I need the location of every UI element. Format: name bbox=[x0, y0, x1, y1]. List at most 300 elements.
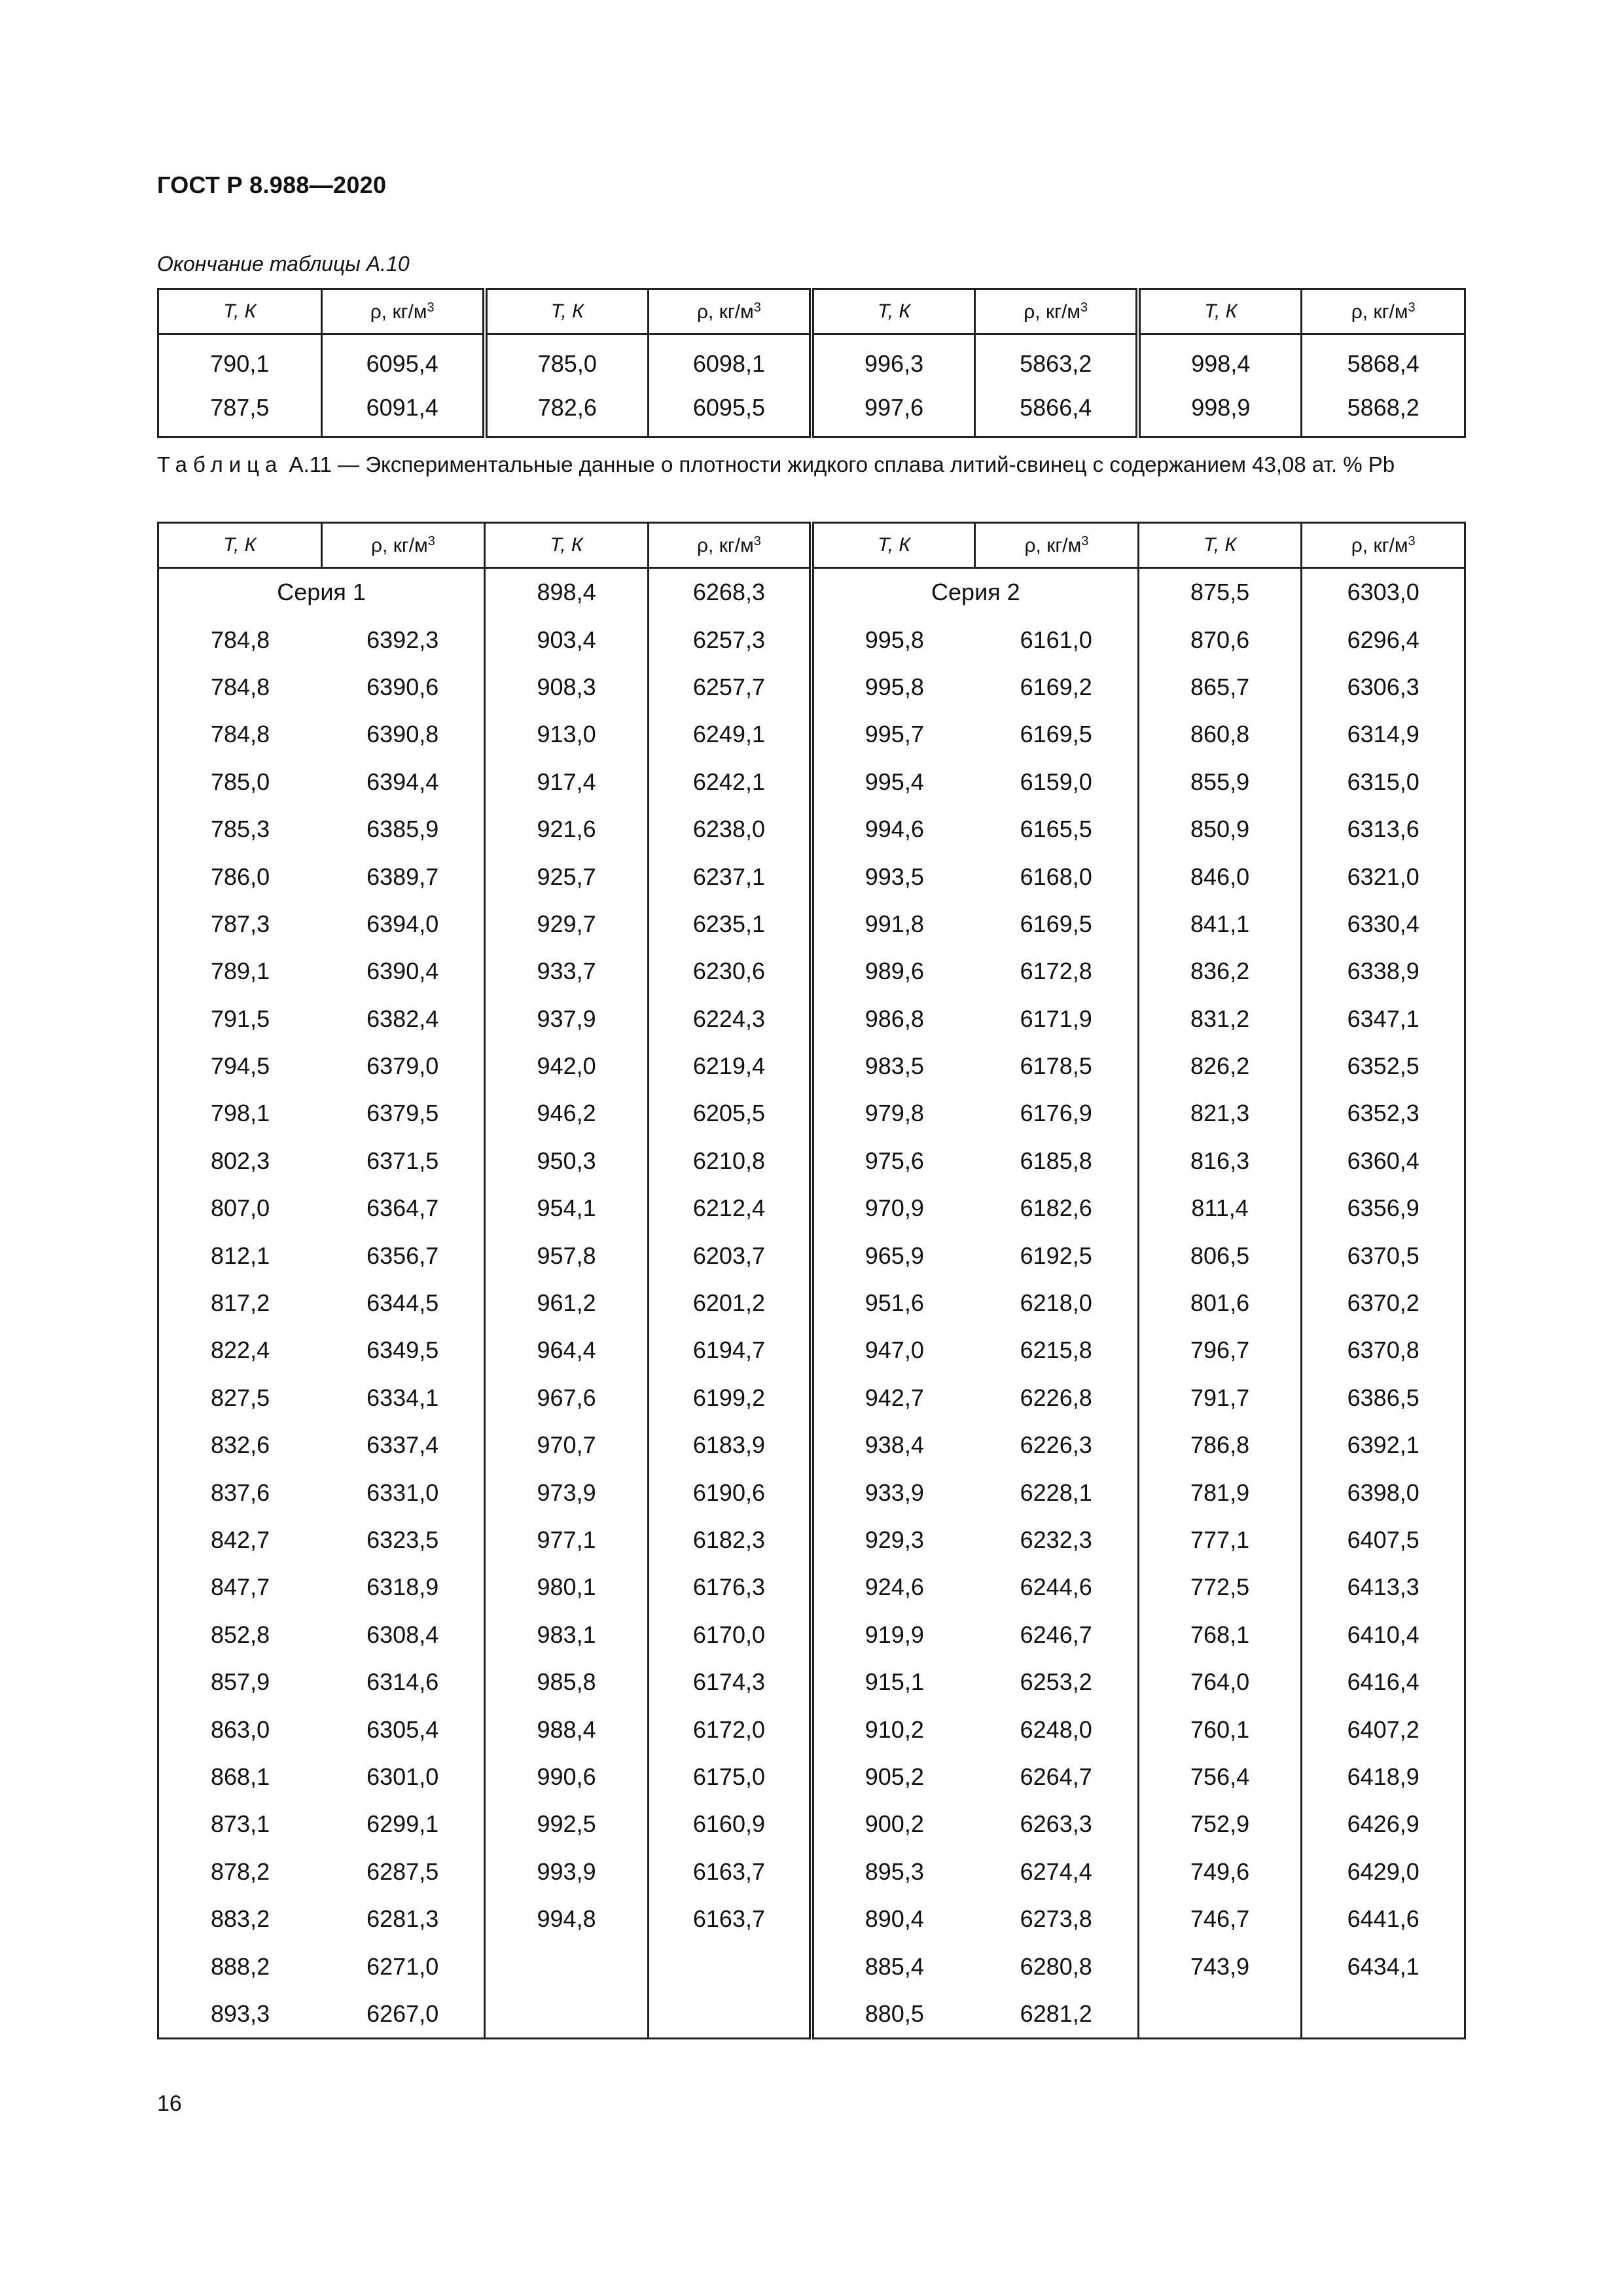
temperature-cell: 888,2 bbox=[158, 1943, 322, 1990]
table-header-row bbox=[158, 523, 1465, 568]
col-header-temperature: Т, К bbox=[158, 523, 322, 568]
temperature-cell: 989,6 bbox=[812, 948, 975, 995]
density-cell: 6441,6 bbox=[1302, 1895, 1465, 1943]
density-cell: 6169,5 bbox=[975, 711, 1139, 758]
empty-cell bbox=[485, 1943, 649, 1990]
temperature-cell: 841,1 bbox=[1138, 901, 1302, 948]
density-cell: 6330,4 bbox=[1302, 901, 1465, 948]
col-header-density: ρ, $кг/м^3$ bbox=[648, 289, 812, 334]
temperature-cell: 816,3 bbox=[1138, 1138, 1302, 1185]
density-cell: 6306,3 bbox=[1302, 664, 1465, 711]
temperature-cell: 850,9 bbox=[1138, 806, 1302, 853]
series-label: Серия 1 bbox=[158, 568, 485, 617]
temperature-cell: 785,0 bbox=[485, 334, 649, 386]
density-cell: 6182,6 bbox=[975, 1185, 1139, 1232]
density-cell: 6370,2 bbox=[1302, 1280, 1465, 1327]
temperature-cell: 942,7 bbox=[812, 1374, 975, 1422]
table-row bbox=[158, 568, 1465, 617]
temperature-cell: 855,9 bbox=[1138, 759, 1302, 806]
density-cell: 6161,0 bbox=[975, 616, 1139, 663]
col-header-temperature: Т, К bbox=[485, 523, 649, 568]
temperature-cell: 970,9 bbox=[812, 1185, 975, 1232]
table-row bbox=[158, 1943, 1465, 1990]
temperature-cell: 895,3 bbox=[812, 1848, 975, 1895]
density-cell: 6182,3 bbox=[648, 1516, 812, 1564]
density-cell: 6273,8 bbox=[975, 1895, 1139, 1943]
density-cell: 6095,4 bbox=[321, 334, 485, 386]
density-cell: 6201,2 bbox=[648, 1280, 812, 1327]
temperature-cell: 983,1 bbox=[485, 1611, 649, 1659]
table-row bbox=[158, 853, 1465, 900]
table-row bbox=[158, 664, 1465, 711]
temperature-cell: 961,2 bbox=[485, 1280, 649, 1327]
density-cell: 6303,0 bbox=[1302, 568, 1465, 617]
table-row bbox=[158, 759, 1465, 806]
density-cell: 6379,0 bbox=[321, 1043, 485, 1090]
density-cell: 6398,0 bbox=[1302, 1469, 1465, 1516]
temperature-cell: 933,9 bbox=[812, 1469, 975, 1516]
density-cell: 6394,0 bbox=[321, 901, 485, 948]
density-cell: 6426,9 bbox=[1302, 1801, 1465, 1848]
density-cell: 6226,3 bbox=[975, 1422, 1139, 1469]
temperature-cell: 937,9 bbox=[485, 996, 649, 1043]
density-cell: 6224,3 bbox=[648, 996, 812, 1043]
temperature-cell: 903,4 bbox=[485, 616, 649, 663]
temperature-cell: 807,0 bbox=[158, 1185, 322, 1232]
temperature-cell: 806,5 bbox=[1138, 1232, 1302, 1279]
temperature-cell: 915,1 bbox=[812, 1659, 975, 1706]
temperature-cell: 787,3 bbox=[158, 901, 322, 948]
col-header-temperature: Т, К bbox=[485, 289, 649, 334]
temperature-cell: 846,0 bbox=[1138, 853, 1302, 900]
temperature-cell: 785,3 bbox=[158, 806, 322, 853]
density-cell: 6305,4 bbox=[321, 1706, 485, 1753]
density-cell: 6392,1 bbox=[1302, 1422, 1465, 1469]
temperature-cell: 890,4 bbox=[812, 1895, 975, 1943]
temperature-cell: 967,6 bbox=[485, 1374, 649, 1422]
temperature-cell: 910,2 bbox=[812, 1706, 975, 1753]
temperature-cell: 801,6 bbox=[1138, 1280, 1302, 1327]
density-cell: 6159,0 bbox=[975, 759, 1139, 806]
density-cell: 6364,7 bbox=[321, 1185, 485, 1232]
density-cell: 6352,5 bbox=[1302, 1043, 1465, 1090]
density-cell: 6338,9 bbox=[1302, 948, 1465, 995]
density-cell: 6263,3 bbox=[975, 1801, 1139, 1848]
density-cell: 6248,0 bbox=[975, 1706, 1139, 1753]
col-header-density: ρ, $кг/м^3$ bbox=[321, 523, 485, 568]
table-row bbox=[158, 1185, 1465, 1232]
density-cell: 6356,9 bbox=[1302, 1185, 1465, 1232]
temperature-cell: 983,5 bbox=[812, 1043, 975, 1090]
density-cell: 6296,4 bbox=[1302, 616, 1465, 663]
table-row bbox=[158, 1232, 1465, 1279]
table-row bbox=[158, 806, 1465, 853]
density-cell: 6416,4 bbox=[1302, 1659, 1465, 1706]
temperature-cell: 860,8 bbox=[1138, 711, 1302, 758]
temperature-cell: 921,6 bbox=[485, 806, 649, 853]
table-header-row bbox=[158, 289, 1465, 334]
density-cell: 6171,9 bbox=[975, 996, 1139, 1043]
col-header-temperature: Т, К bbox=[1138, 289, 1302, 334]
density-cell: 6379,5 bbox=[321, 1090, 485, 1137]
temperature-cell: 827,5 bbox=[158, 1374, 322, 1422]
density-cell: 6168,0 bbox=[975, 853, 1139, 900]
density-cell: 6287,5 bbox=[321, 1848, 485, 1895]
density-cell: 6418,9 bbox=[1302, 1753, 1465, 1801]
density-cell: 6160,9 bbox=[648, 1801, 812, 1848]
density-cell: 6237,1 bbox=[648, 853, 812, 900]
temperature-cell: 919,9 bbox=[812, 1611, 975, 1659]
temperature-cell: 946,2 bbox=[485, 1090, 649, 1137]
temperature-cell: 837,6 bbox=[158, 1469, 322, 1516]
density-cell: 6410,4 bbox=[1302, 1611, 1465, 1659]
density-cell: 6244,6 bbox=[975, 1564, 1139, 1611]
density-cell: 6257,7 bbox=[648, 664, 812, 711]
temperature-cell: 863,0 bbox=[158, 1706, 322, 1753]
temperature-cell: 817,2 bbox=[158, 1280, 322, 1327]
col-header-density: ρ, $кг/м^3$ bbox=[1302, 523, 1465, 568]
temperature-cell: 995,8 bbox=[812, 664, 975, 711]
density-cell: 6281,3 bbox=[321, 1895, 485, 1943]
density-cell: 6314,6 bbox=[321, 1659, 485, 1706]
density-cell: 6390,4 bbox=[321, 948, 485, 995]
density-cell: 6382,4 bbox=[321, 996, 485, 1043]
temperature-cell: 991,8 bbox=[812, 901, 975, 948]
temperature-cell: 802,3 bbox=[158, 1138, 322, 1185]
temperature-cell: 868,1 bbox=[158, 1753, 322, 1801]
temperature-cell: 929,3 bbox=[812, 1516, 975, 1564]
density-cell: 6347,1 bbox=[1302, 996, 1465, 1043]
table-row bbox=[158, 1848, 1465, 1895]
temperature-cell: 994,8 bbox=[485, 1895, 649, 1943]
temperature-cell: 975,6 bbox=[812, 1138, 975, 1185]
temperature-cell: 995,7 bbox=[812, 711, 975, 758]
temperature-cell: 749,6 bbox=[1138, 1848, 1302, 1895]
table-row bbox=[158, 1090, 1465, 1137]
density-cell: 5863,2 bbox=[975, 334, 1139, 386]
density-cell: 6226,8 bbox=[975, 1374, 1139, 1422]
table-row bbox=[158, 1611, 1465, 1659]
col-header-density: ρ, $кг/м^3$ bbox=[975, 523, 1139, 568]
temperature-cell: 811,4 bbox=[1138, 1185, 1302, 1232]
density-cell: 6190,6 bbox=[648, 1469, 812, 1516]
table-row bbox=[158, 1706, 1465, 1753]
density-cell: 6299,1 bbox=[321, 1801, 485, 1848]
temperature-cell: 965,9 bbox=[812, 1232, 975, 1279]
density-cell: 6246,7 bbox=[975, 1611, 1139, 1659]
density-cell: 6394,4 bbox=[321, 759, 485, 806]
temperature-cell: 785,0 bbox=[158, 759, 322, 806]
density-cell: 6176,3 bbox=[648, 1564, 812, 1611]
table-row bbox=[158, 1564, 1465, 1611]
table-row bbox=[158, 711, 1465, 758]
table-row bbox=[158, 1422, 1465, 1469]
density-cell: 5868,4 bbox=[1302, 334, 1465, 386]
temperature-cell: 784,8 bbox=[158, 664, 322, 711]
table-row bbox=[158, 1990, 1465, 2039]
temperature-cell: 777,1 bbox=[1138, 1516, 1302, 1564]
temperature-cell: 988,4 bbox=[485, 1706, 649, 1753]
temperature-cell: 994,6 bbox=[812, 806, 975, 853]
density-cell: 6264,7 bbox=[975, 1753, 1139, 1801]
temperature-cell: 787,5 bbox=[158, 386, 322, 437]
density-cell: 6429,0 bbox=[1302, 1848, 1465, 1895]
density-cell: 6253,2 bbox=[975, 1659, 1139, 1706]
density-cell: 6392,3 bbox=[321, 616, 485, 663]
table-caption bbox=[157, 450, 1466, 478]
density-cell: 6172,0 bbox=[648, 1706, 812, 1753]
density-cell: 6232,3 bbox=[975, 1516, 1139, 1564]
temperature-cell: 743,9 bbox=[1138, 1943, 1302, 1990]
temperature-cell: 878,2 bbox=[158, 1848, 322, 1895]
temperature-cell: 957,8 bbox=[485, 1232, 649, 1279]
temperature-cell: 998,4 bbox=[1138, 334, 1302, 386]
temperature-cell: 831,2 bbox=[1138, 996, 1302, 1043]
density-cell: 6356,7 bbox=[321, 1232, 485, 1279]
density-cell: 6281,2 bbox=[975, 1990, 1139, 2039]
density-cell: 6185,8 bbox=[975, 1138, 1139, 1185]
density-cell: 6407,5 bbox=[1302, 1516, 1465, 1564]
density-cell: 6249,1 bbox=[648, 711, 812, 758]
temperature-cell: 875,5 bbox=[1138, 568, 1302, 617]
col-header-density: ρ, $кг/м^3$ bbox=[648, 523, 812, 568]
table-row bbox=[158, 334, 1465, 386]
temperature-cell: 870,6 bbox=[1138, 616, 1302, 663]
temperature-cell: 996,3 bbox=[812, 334, 975, 386]
density-cell: 6257,3 bbox=[648, 616, 812, 663]
temperature-cell: 794,5 bbox=[158, 1043, 322, 1090]
temperature-cell: 995,4 bbox=[812, 759, 975, 806]
density-cell: 6268,3 bbox=[648, 568, 812, 617]
temperature-cell: 893,3 bbox=[158, 1990, 322, 2039]
temperature-cell: 992,5 bbox=[485, 1801, 649, 1848]
temperature-cell: 847,7 bbox=[158, 1564, 322, 1611]
temperature-cell: 913,0 bbox=[485, 711, 649, 758]
density-cell: 6203,7 bbox=[648, 1232, 812, 1279]
density-cell: 6321,0 bbox=[1302, 853, 1465, 900]
table-continuation-caption: Окончание таблицы А.10 bbox=[157, 252, 410, 276]
temperature-cell: 768,1 bbox=[1138, 1611, 1302, 1659]
temperature-cell: 954,1 bbox=[485, 1185, 649, 1232]
density-cell: 6349,5 bbox=[321, 1327, 485, 1374]
density-cell: 6163,7 bbox=[648, 1848, 812, 1895]
table-row bbox=[158, 1516, 1465, 1564]
density-cell: 6165,5 bbox=[975, 806, 1139, 853]
table-row bbox=[158, 1327, 1465, 1374]
temperature-cell: 790,1 bbox=[158, 334, 322, 386]
density-cell: 6407,2 bbox=[1302, 1706, 1465, 1753]
table-a10-end bbox=[157, 288, 1466, 438]
table-row bbox=[158, 948, 1465, 995]
table-row bbox=[158, 1895, 1465, 1943]
temperature-cell: 938,4 bbox=[812, 1422, 975, 1469]
density-cell: 6271,0 bbox=[321, 1943, 485, 1990]
density-cell: 6386,5 bbox=[1302, 1374, 1465, 1422]
table-row bbox=[158, 1138, 1465, 1185]
density-cell: 6370,8 bbox=[1302, 1327, 1465, 1374]
density-cell: 6228,1 bbox=[975, 1469, 1139, 1516]
density-cell: 6192,5 bbox=[975, 1232, 1139, 1279]
density-cell: 6178,5 bbox=[975, 1043, 1139, 1090]
density-cell: 6314,9 bbox=[1302, 711, 1465, 758]
temperature-cell: 985,8 bbox=[485, 1659, 649, 1706]
temperature-cell: 842,7 bbox=[158, 1516, 322, 1564]
density-cell: 6163,7 bbox=[648, 1895, 812, 1943]
density-cell: 6174,3 bbox=[648, 1659, 812, 1706]
density-cell: 6371,5 bbox=[321, 1138, 485, 1185]
density-cell: 6301,0 bbox=[321, 1753, 485, 1801]
col-header-density: ρ, $кг/м^3$ bbox=[1302, 289, 1465, 334]
density-cell: 6315,0 bbox=[1302, 759, 1465, 806]
table-row bbox=[158, 616, 1465, 663]
density-cell: 6169,2 bbox=[975, 664, 1139, 711]
temperature-cell: 900,2 bbox=[812, 1801, 975, 1848]
temperature-cell: 764,0 bbox=[1138, 1659, 1302, 1706]
temperature-cell: 979,8 bbox=[812, 1090, 975, 1137]
density-cell: 5868,2 bbox=[1302, 386, 1465, 437]
table-row bbox=[158, 1801, 1465, 1848]
temperature-cell: 995,8 bbox=[812, 616, 975, 663]
density-cell: 6434,1 bbox=[1302, 1943, 1465, 1990]
table-row bbox=[158, 1753, 1465, 1801]
density-cell: 6095,5 bbox=[648, 386, 812, 437]
temperature-cell: 796,7 bbox=[1138, 1327, 1302, 1374]
temperature-cell: 950,3 bbox=[485, 1138, 649, 1185]
temperature-cell: 789,1 bbox=[158, 948, 322, 995]
table-row bbox=[158, 1280, 1465, 1327]
temperature-cell: 885,4 bbox=[812, 1943, 975, 1990]
temperature-cell: 852,8 bbox=[158, 1611, 322, 1659]
density-cell: 6352,3 bbox=[1302, 1090, 1465, 1137]
temperature-cell: 873,1 bbox=[158, 1801, 322, 1848]
density-cell: 6210,8 bbox=[648, 1138, 812, 1185]
table-row bbox=[158, 386, 1465, 437]
temperature-cell: 791,7 bbox=[1138, 1374, 1302, 1422]
temperature-cell: 880,5 bbox=[812, 1990, 975, 2039]
temperature-cell: 826,2 bbox=[1138, 1043, 1302, 1090]
temperature-cell: 970,7 bbox=[485, 1422, 649, 1469]
density-cell: 6323,5 bbox=[321, 1516, 485, 1564]
empty-cell bbox=[648, 1990, 812, 2039]
density-cell: 6175,0 bbox=[648, 1753, 812, 1801]
density-cell: 6344,5 bbox=[321, 1280, 485, 1327]
document-code: ГОСТ Р 8.988—2020 bbox=[157, 171, 387, 198]
temperature-cell: 998,9 bbox=[1138, 386, 1302, 437]
table-row bbox=[158, 1469, 1465, 1516]
density-cell: 6390,6 bbox=[321, 664, 485, 711]
temperature-cell: 836,2 bbox=[1138, 948, 1302, 995]
density-cell: 6230,6 bbox=[648, 948, 812, 995]
temperature-cell: 857,9 bbox=[158, 1659, 322, 1706]
temperature-cell: 986,8 bbox=[812, 996, 975, 1043]
density-cell: 6215,8 bbox=[975, 1327, 1139, 1374]
density-cell: 6169,5 bbox=[975, 901, 1139, 948]
density-cell: 6337,4 bbox=[321, 1422, 485, 1469]
temperature-cell: 905,2 bbox=[812, 1753, 975, 1801]
temperature-cell: 924,6 bbox=[812, 1564, 975, 1611]
density-cell: 6308,4 bbox=[321, 1611, 485, 1659]
table-row bbox=[158, 901, 1465, 948]
empty-cell bbox=[485, 1990, 649, 2039]
temperature-cell: 784,8 bbox=[158, 711, 322, 758]
density-cell: 6318,9 bbox=[321, 1564, 485, 1611]
temperature-cell: 812,1 bbox=[158, 1232, 322, 1279]
density-cell: 6238,0 bbox=[648, 806, 812, 853]
empty-cell bbox=[1302, 1990, 1465, 2039]
temperature-cell: 772,5 bbox=[1138, 1564, 1302, 1611]
table-caption-text: А.11 — Экспериментальные данные о плотности жидкого сплава литий-свинец с содержанием 43,08 ат. % Pb bbox=[289, 452, 1395, 476]
temperature-cell: 980,1 bbox=[485, 1564, 649, 1611]
table-row bbox=[158, 996, 1465, 1043]
density-cell: 6370,5 bbox=[1302, 1232, 1465, 1279]
temperature-cell: 990,6 bbox=[485, 1753, 649, 1801]
temperature-cell: 865,7 bbox=[1138, 664, 1302, 711]
density-cell: 6242,1 bbox=[648, 759, 812, 806]
density-cell: 6390,8 bbox=[321, 711, 485, 758]
temperature-cell: 951,6 bbox=[812, 1280, 975, 1327]
density-cell: 6176,9 bbox=[975, 1090, 1139, 1137]
temperature-cell: 964,4 bbox=[485, 1327, 649, 1374]
temperature-cell: 798,1 bbox=[158, 1090, 322, 1137]
temperature-cell: 929,7 bbox=[485, 901, 649, 948]
temperature-cell: 925,7 bbox=[485, 853, 649, 900]
temperature-cell: 782,6 bbox=[485, 386, 649, 437]
density-cell: 6389,7 bbox=[321, 853, 485, 900]
temperature-cell: 933,7 bbox=[485, 948, 649, 995]
density-cell: 6183,9 bbox=[648, 1422, 812, 1469]
temperature-cell: 791,5 bbox=[158, 996, 322, 1043]
density-cell: 6385,9 bbox=[321, 806, 485, 853]
density-cell: 6098,1 bbox=[648, 334, 812, 386]
temperature-cell: 760,1 bbox=[1138, 1706, 1302, 1753]
table-caption-label: Таблица bbox=[157, 452, 283, 476]
temperature-cell: 784,8 bbox=[158, 616, 322, 663]
density-cell: 6267,0 bbox=[321, 1990, 485, 2039]
density-cell: 6170,0 bbox=[648, 1611, 812, 1659]
empty-cell bbox=[1138, 1990, 1302, 2039]
temperature-cell: 883,2 bbox=[158, 1895, 322, 1943]
density-cell: 6360,4 bbox=[1302, 1138, 1465, 1185]
density-cell: 6334,1 bbox=[321, 1374, 485, 1422]
temperature-cell: 746,7 bbox=[1138, 1895, 1302, 1943]
temperature-cell: 786,0 bbox=[158, 853, 322, 900]
density-cell: 6199,2 bbox=[648, 1374, 812, 1422]
temperature-cell: 973,9 bbox=[485, 1469, 649, 1516]
density-cell: 6331,0 bbox=[321, 1469, 485, 1516]
table-row bbox=[158, 1043, 1465, 1090]
density-cell: 6212,4 bbox=[648, 1185, 812, 1232]
temperature-cell: 977,1 bbox=[485, 1516, 649, 1564]
temperature-cell: 993,5 bbox=[812, 853, 975, 900]
density-cell: 6172,8 bbox=[975, 948, 1139, 995]
series-label: Серия 2 bbox=[812, 568, 1138, 617]
density-cell: 6313,6 bbox=[1302, 806, 1465, 853]
density-cell: 6219,4 bbox=[648, 1043, 812, 1090]
col-header-temperature: Т, К bbox=[1138, 523, 1302, 568]
col-header-density: ρ, $кг/м^3$ bbox=[321, 289, 485, 334]
table-row bbox=[158, 1659, 1465, 1706]
temperature-cell: 822,4 bbox=[158, 1327, 322, 1374]
table-a11 bbox=[157, 522, 1466, 2039]
density-cell: 6280,8 bbox=[975, 1943, 1139, 1990]
density-cell: 6205,5 bbox=[648, 1090, 812, 1137]
temperature-cell: 908,3 bbox=[485, 664, 649, 711]
table-row bbox=[158, 1374, 1465, 1422]
temperature-cell: 997,6 bbox=[812, 386, 975, 437]
density-cell: 6091,4 bbox=[321, 386, 485, 437]
temperature-cell: 942,0 bbox=[485, 1043, 649, 1090]
temperature-cell: 993,9 bbox=[485, 1848, 649, 1895]
